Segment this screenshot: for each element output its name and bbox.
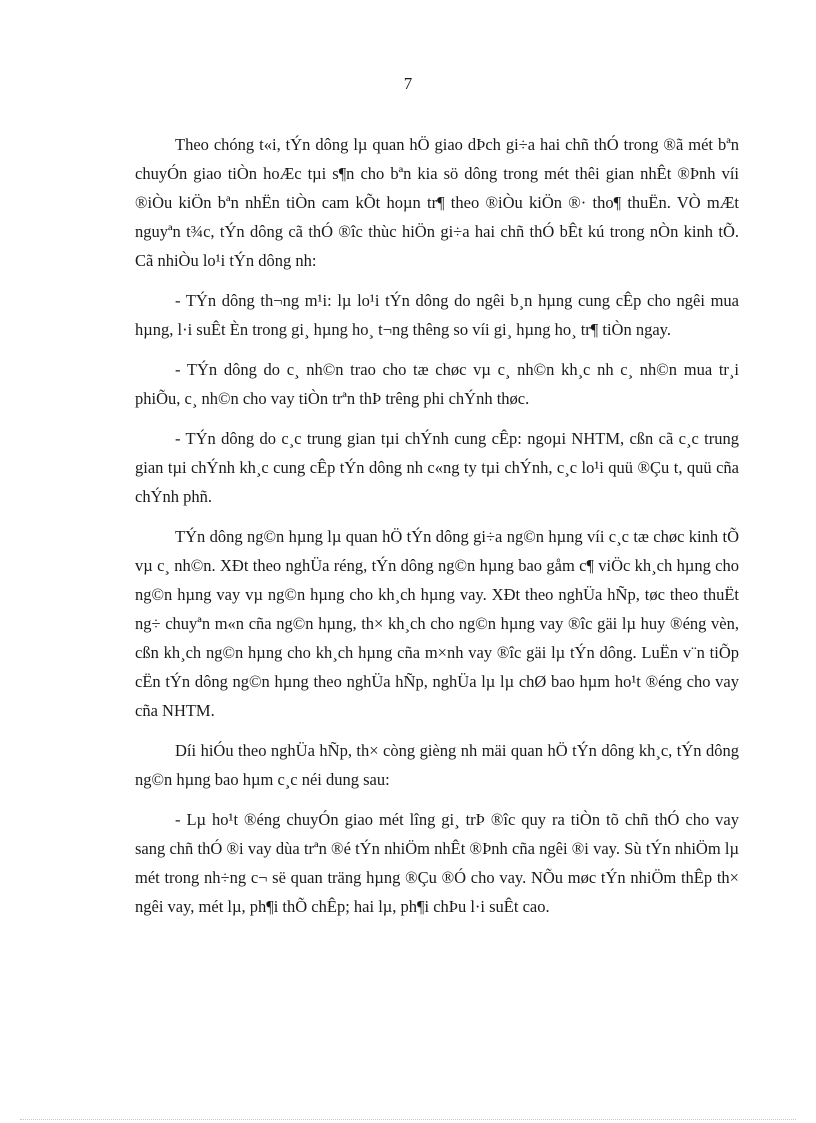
paragraph-credit-definition: Theo chóng t«i, tÝn dông lµ quan hÖ giao dÞch gi÷a hai chñ thÓ trong ®ã mét bªn chuyÓn giao tiÒn hoÆc tµi s¶n cho bªn kia sö dông trong mét thêi gian nhÊt ®Þnh víi ®iÒu kiÖn bªn nhËn tiÒn cam kÕt hoµn tr¶ theo ®iÒu kiÖn ®· tho¶ thuËn. VÒ mÆt nguyªn t¾c, tÝn dông cã thÓ ®îc thùc hiÖn gi÷a hai chñ thÓ bÊt kú trong nÒn kinh tÕ. Cã nhiÒu lo¹i tÝn dông nh: (135, 135, 739, 270)
paragraph-commercial-credit: - TÝn dông th¬ng m¹i: lµ lo¹i tÝn dông do ngêi b¸n hµng cung cÊp cho ngêi mua hµng, l·i suÊt Èn trong gi¸ hµng ho¸ t¬ng thêng so víi gi¸ hµng ho¸ tr¶ tiÒn ngay. (135, 291, 739, 339)
paragraph-individual-credit: - TÝn dông do c¸ nh©n trao cho tæ chøc vµ c¸ nh©n kh¸c nh c¸ nh©n mua tr¸i phiÕu, c¸ nh©n cho vay tiÒn trªn thÞ trêng phi chÝnh thøc. (135, 360, 739, 408)
page-bottom-divider (20, 1119, 796, 1120)
paragraph-intermediary-credit: - TÝn dông do c¸c trung gian tµi chÝnh cung cÊp: ngoµi NHTM, cßn cã c¸c trung gian tµi chÝnh kh¸c cung cÊp tÝn dông nh c«ng ty tµi chÝnh, c¸c lo¹i quü ®Çu t, quü cña chÝnh phñ. (135, 429, 739, 506)
paragraph-bank-credit: TÝn dông ng©n hµng lµ quan hÖ tÝn dông gi÷a ng©n hµng víi c¸c tæ chøc kinh tÕ vµ c¸ nh©n. XÐt theo nghÜa réng, tÝn dông ng©n hµng bao gåm c¶ viÖc kh¸ch hµng cho ng©n hµng vay vµ ng©n hµng cho kh¸ch hµng vay. XÐt theo nghÜa hÑp, tøc theo thuËt ng÷ chuyªn m«n cña ng©n hµng, th× kh¸ch cho ng©n hµng vay ®îc gäi lµ huy ®éng vèn, cßn kh¸ch ng©n hµng cho kh¸ch hµng cña m×nh vay ®îc gäi lµ tÝn dông. LuËn v¨n tiÕp cËn tÝn dông ng©n hµng theo nghÜa hÑp, nghÜa lµ lµ chØ bao hµm ho¹t ®éng cho vay cña NHTM. (135, 527, 739, 720)
page-number: 7 (403, 74, 413, 93)
paragraph-narrow-sense: Díi hiÓu theo nghÜa hÑp, th× còng gièng nh mäi quan hÖ tÝn dông kh¸c, tÝn dông ng©n hµng bao hµm c¸c néi dung sau: (135, 741, 739, 789)
paragraph-transfer-activity: - Lµ ho¹t ®éng chuyÓn giao mét lîng gi¸ trÞ ®îc quy ra tiÒn tõ chñ thÓ cho vay sang chñ thÓ ®i vay dùa trªn ®é tÝn nhiÖm nhÊt ®Þnh cña ngêi ®i vay. Sù tÝn nhiÖm lµ mét trong nh÷ng c¬ së quan träng hµng ®Çu ®Ó cho vay. NÕu møc tÝn nhiÖm thÊp th× ngêi vay, mét lµ, ph¶i thÕ chÊp; hai lµ, ph¶i chÞu l·i suÊt cao. (135, 810, 739, 916)
document-body (135, 130, 739, 932)
